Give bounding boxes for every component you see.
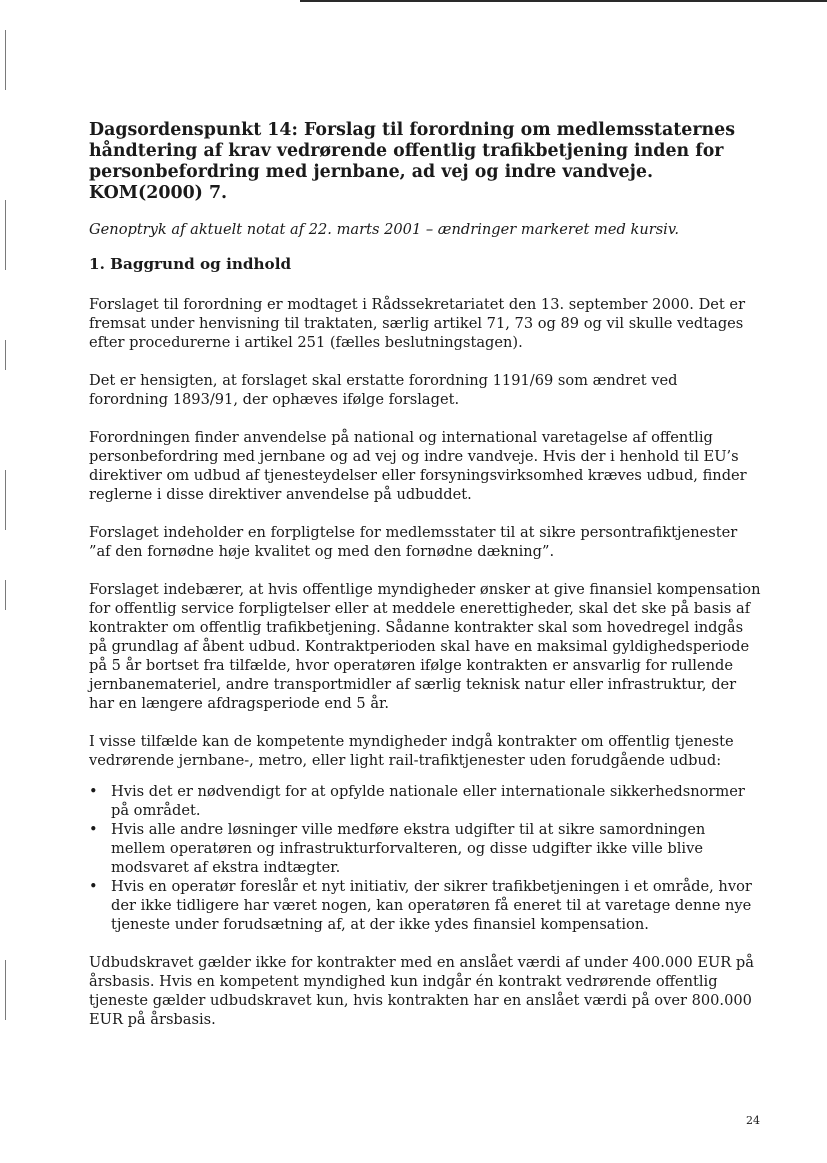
- scan-margin-mark: [5, 960, 6, 1020]
- scan-edge-line: [300, 0, 827, 2]
- document-title: Dagsordenspunkt 14: Forslag til forordning om medlemsstaternes håndtering af krav vedrørende offentlig trafikbetjening inden for personbefordring med jernbane, ad vej og indre vandveje. KOM(2000) 7.: [89, 120, 735, 203]
- section-heading: 1. Baggrund og indhold: [89, 255, 292, 273]
- exception-list: [89, 782, 761, 934]
- scan-margin-mark: [5, 200, 6, 270]
- list-item: • Hvis alle andre løsninger ville medføre ekstra udgifter til at sikre samordningen mellem operatøren og infrastrukturforvalteren, og disse udgifter ikke ville blive modsvaret af ekstra indtægter.: [89, 820, 761, 877]
- paragraph: Forslaget indebærer, at hvis offentlige myndigheder ønsker at give finansiel kompensation for offentlig service forpligtelser eller at meddele enerettigheder, skal det ske på basis af kontrakter om offentlig trafikbetjening. Sådanne kontrakter skal som hovedregel indgås på grundlag af åbent udbud. Kontraktperioden skal have en maksimal gyldighedsperiode på 5 år bortset fra tilfælde, hvor operatøren ifølge kontrakten er ansvarlig for rullende jernbanemateriel, andre transportmidler af særlig teknisk natur eller infrastruktur, der har en længere afdragsperiode end 5 år.: [89, 581, 761, 712]
- paragraph: I visse tilfælde kan de kompetente myndigheder indgå kontrakter om offentlig tjeneste vedrørende jernbane-, metro, eller light rail-trafiktjenester uden forudgående udbud:: [89, 733, 734, 769]
- reprint-note: Genoptryk af aktuelt notat af 22. marts 2001 – ændringer markeret med kursiv.: [89, 221, 679, 238]
- scan-margin-mark: [5, 340, 6, 370]
- page-number: 24: [746, 1114, 760, 1127]
- scan-margin-mark: [5, 580, 6, 610]
- list-item: • Hvis en operatør foreslår et nyt initiativ, der sikrer trafikbetjeningen i et område, hvor der ikke tidligere har været nogen, kan operatøren få eneret til at varetage denne nye tjeneste under forudsætning af, at der ikke ydes finansiel kompensation.: [89, 877, 761, 934]
- paragraph: Udbudskravet gælder ikke for kontrakter med en anslået værdi af under 400.000 EUR på årsbasis. Hvis en kompetent myndighed kun indgår én kontrakt vedrørende offentlig tjeneste gælder udbudskravet kun, hvis kontrakten har en anslået værdi på over 800.000 EUR på årsbasis.: [89, 954, 754, 1028]
- list-item: • Hvis det er nødvendigt for at opfylde nationale eller internationale sikkerhedsnormer på området.: [89, 782, 761, 820]
- paragraph: Forslaget til forordning er modtaget i Rådssekretariatet den 13. september 2000. Det er fremsat under henvisning til traktaten, særlig artikel 71, 73 og 89 og vil skulle vedtages efter procedurerne i artikel 251 (fælles beslutningstagen).: [89, 296, 746, 351]
- paragraph: Forordningen finder anvendelse på national og international varetagelse af offentlig personbefordring med jernbane og ad vej og indre vandveje. Hvis der i henhold til EU’s direktiver om udbud af tjenesteydelser eller forsyningsvirksomhed kræves udbud, finder reglerne i disse direktiver anvendelse på udbuddet.: [89, 429, 747, 503]
- scan-margin-mark: [5, 30, 6, 90]
- scan-margin-mark: [5, 470, 6, 530]
- document-page: [89, 120, 761, 1048]
- paragraph: Det er hensigten, at forslaget skal erstatte forordning 1191/69 som ændret ved forordning 1893/91, der ophæves ifølge forslaget.: [89, 372, 678, 408]
- paragraph: Forslaget indeholder en forpligtelse for medlemsstater til at sikre persontrafiktjenester ”af den fornødne høje kvalitet og med den fornødne dækning”.: [89, 524, 738, 560]
